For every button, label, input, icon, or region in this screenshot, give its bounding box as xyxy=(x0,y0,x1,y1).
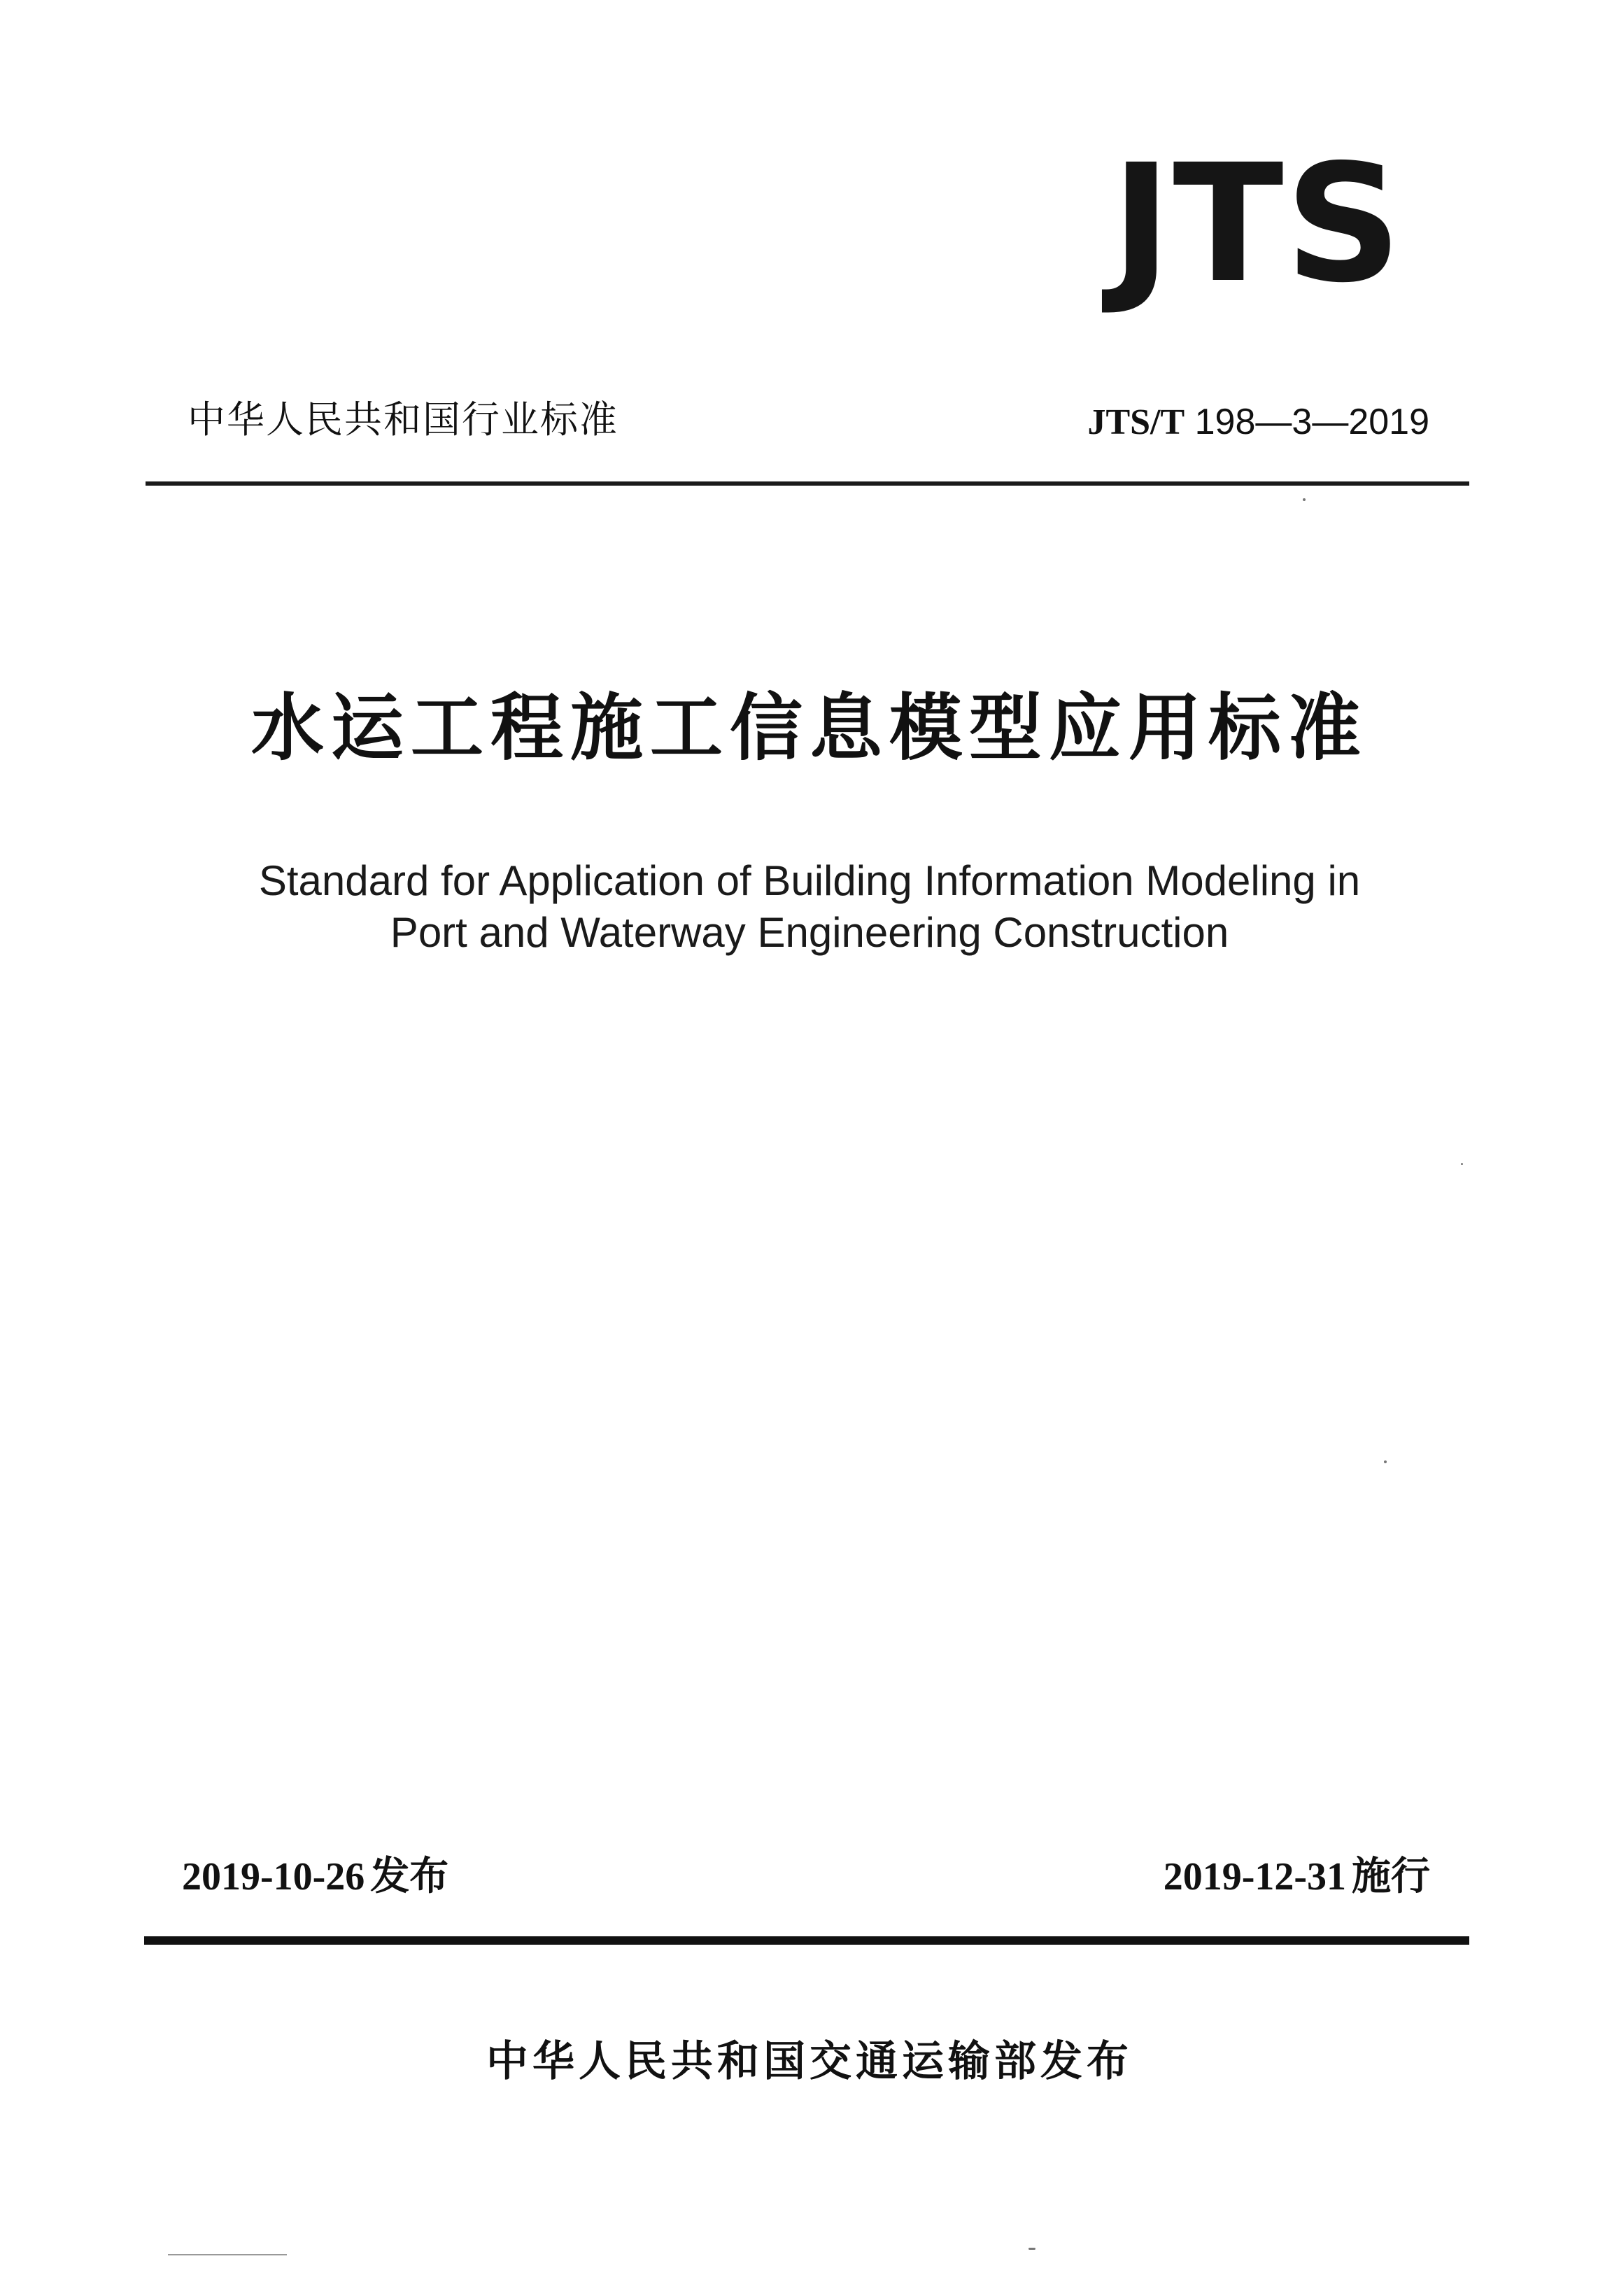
title-english xyxy=(0,855,1619,959)
jts-logo: JTS xyxy=(1111,129,1404,318)
top-divider xyxy=(146,481,1469,486)
standard-code-number: 198—3—2019 xyxy=(1185,402,1429,442)
title-english-line-2: Port and Waterway Engineering Construction xyxy=(390,909,1229,956)
standard-code-prefix: JTS/T xyxy=(1087,402,1185,442)
publisher: 中华人民共和国交通运输部发布 xyxy=(486,2037,1133,2086)
issue-date-block xyxy=(182,1851,448,1903)
title-chinese: 水运工程施工信息模型应用标准 xyxy=(250,684,1368,770)
scan-mark xyxy=(168,2254,287,2255)
effective-date-block xyxy=(1164,1851,1430,1903)
standard-category: 中华人民共和国行业标准 xyxy=(188,397,618,442)
issue-label: 发布 xyxy=(370,1854,449,1899)
scan-speck xyxy=(1028,2248,1035,2250)
effective-date: 2019-12-31 xyxy=(1163,1855,1346,1899)
scan-speck xyxy=(1461,1163,1463,1165)
standard-code xyxy=(1087,397,1429,447)
issue-date: 2019-10-26 xyxy=(182,1855,365,1899)
scan-speck xyxy=(1384,1460,1387,1463)
bottom-divider xyxy=(144,1936,1469,1945)
scan-speck xyxy=(1303,498,1306,501)
effective-label: 施行 xyxy=(1352,1854,1430,1899)
title-english-line-1: Standard for Application of Building Information Modeling in xyxy=(258,857,1361,904)
